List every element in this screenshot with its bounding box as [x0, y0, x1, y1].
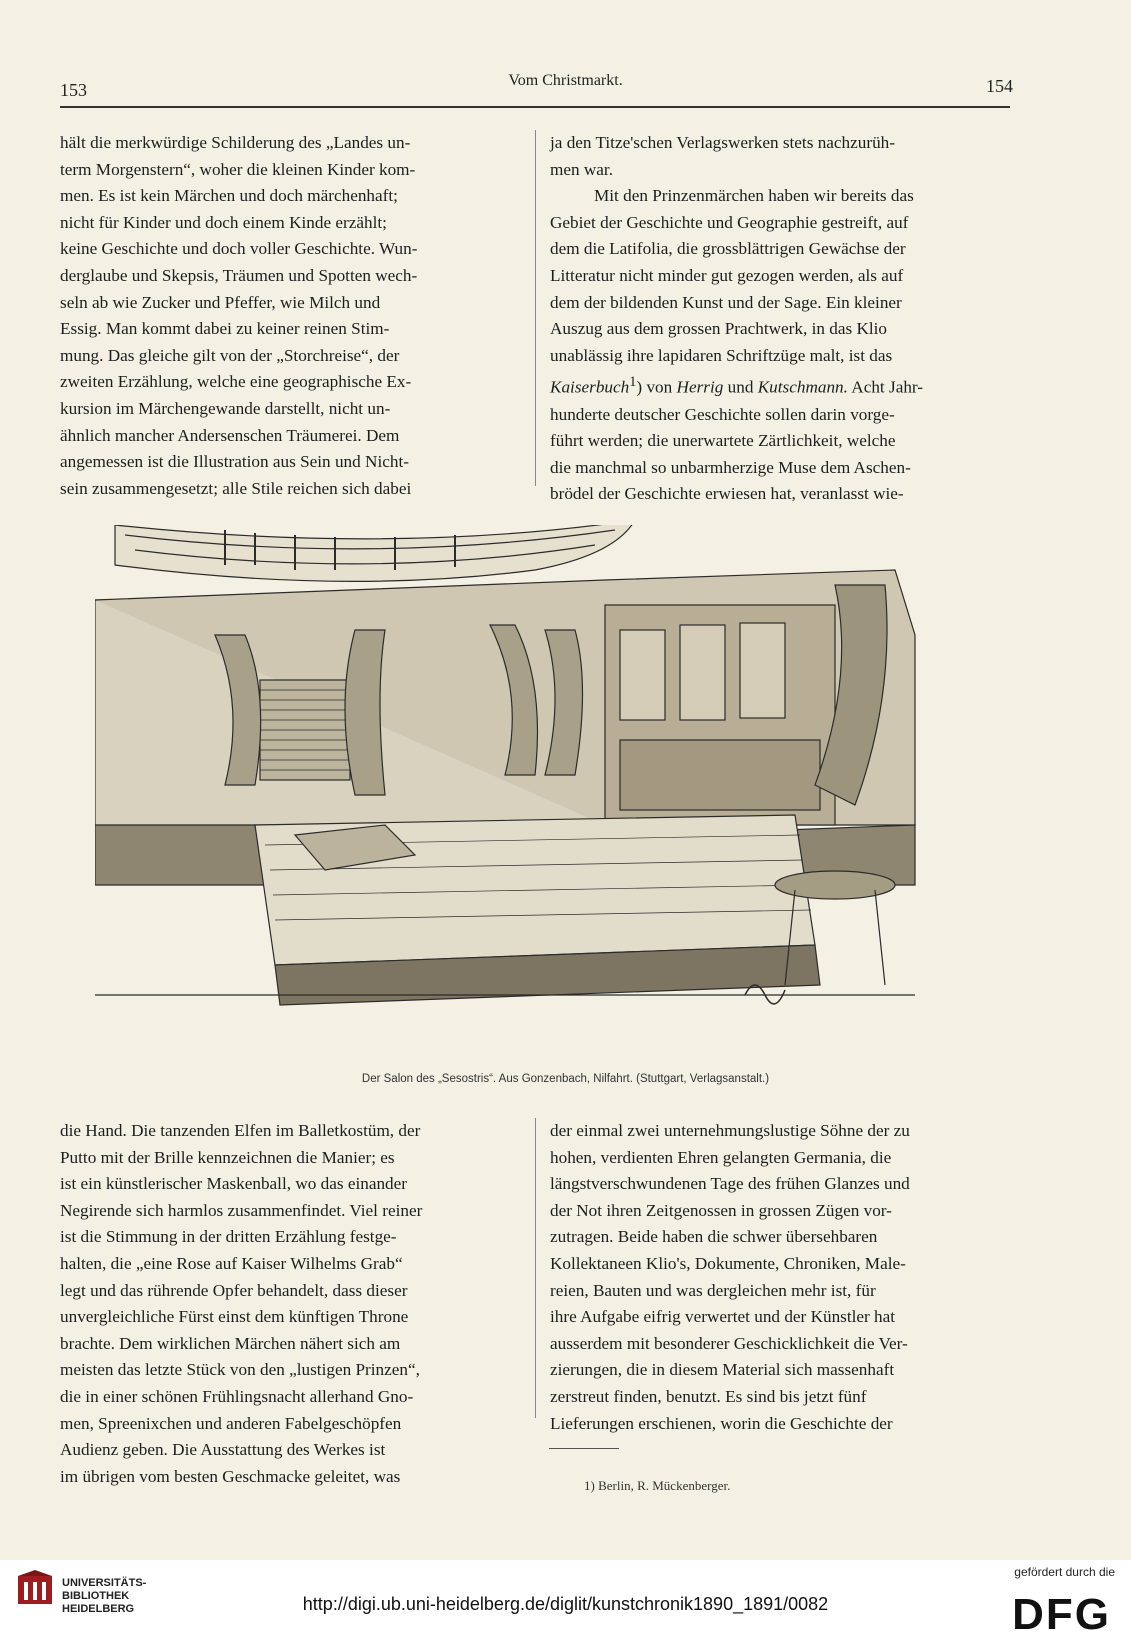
text-line: angemessen ist die Illustration aus Sein und Nicht- — [60, 452, 409, 472]
column-right-bottom — [550, 1118, 1010, 1437]
text-line: ja den Titze'schen Verlagswerken stets nachzurüh- — [550, 133, 895, 152]
text-line: dem der bildenden Kunst und der Sage. Ein kleiner — [550, 292, 902, 312]
book-title: Kaiserbuch — [550, 378, 630, 398]
author-name: Kutschmann. — [757, 378, 848, 398]
paragraph — [60, 130, 522, 502]
figure-caption: Der Salon des „Sesostris“. Aus Gonzenbach, Nilfahrt. (Stuttgart, Verlagsanstalt.) — [361, 1073, 770, 1085]
text-line: führt werden; die unerwartete Zärtlichkeit, welche — [550, 431, 896, 451]
paragraph: Mit den Prinzenmärchen haben wir bereits das Gebiet der Geschichte und Geographie gestreift, auf dem die Latifolia, die grossblättrigen Gewächse der Litteratur nicht minder gut gezogen werden, als auf dem der bildenden Kunst und der Sage. Ein kleiner Auszug aus dem grossen Prachtwerk, in das Klio unablässig ihre lapidaren Schriftzüge malt, ist das Kaiserbuch$^1$) von Herrig und Kutschmann. Acht Jahr- hunderte deutscher Geschichte sollen darin vorge- führt werden; die unerwartete Zärtlichkeit, welche die manchmal so unbarmherzige Muse dem Aschen- brödel der Geschichte erwiesen hat, veranlasst wie- — [550, 186, 924, 504]
page-number-right: 154 — [986, 76, 1013, 96]
dfg-logo: DFG — [1012, 1590, 1111, 1639]
text-line: brödel der Geschichte erwiesen hat, veranlasst wie- — [550, 484, 904, 504]
text-line: zerstreut finden, benutzt. Es sind bis jetzt fünf — [550, 1386, 867, 1406]
text-line: Mit den Prinzenmärchen haben wir bereits das — [594, 186, 914, 206]
text-line: reien, Bauten und was dergleichen mehr ist, für — [550, 1280, 876, 1300]
text-line: legt und das rührende Opfer behandelt, dass dieser — [60, 1280, 408, 1300]
text-line: men war. — [550, 159, 614, 179]
paragraph — [550, 1118, 1010, 1437]
text-line: unablässig ihre lapidaren Schriftzüge malt, ist das — [550, 345, 893, 365]
funding-label: gefördert durch die — [1014, 1565, 1115, 1579]
column-divider — [535, 130, 536, 486]
text-line: hohen, verdienten Ehren gelangten Germania, die — [550, 1147, 892, 1167]
author-name: Herrig — [676, 378, 724, 398]
text-line: brachte. Dem wirklichen Märchen nähert sich am — [60, 1333, 401, 1353]
text-line: men. Es ist kein Märchen und doch märchenhaft; — [60, 186, 398, 206]
header-rule — [60, 106, 1010, 108]
text-line: mung. Das gleiche gilt von der „Storchreise“, der — [60, 345, 400, 365]
footnote: 1) Berlin, R. Mückenberger. — [584, 1478, 731, 1493]
text-line: dem die Latifolia, die grossblättrigen Gewächse der — [550, 239, 906, 259]
university-library-name: UNIVERSITÄTS- BIBLIOTHEK HEIDELBERG — [62, 1577, 147, 1615]
salon-illustration — [95, 525, 1015, 1060]
text-line: ausserdem mit besonderer Geschicklichkeit die Ver- — [550, 1333, 908, 1353]
text-line: längstverschwundenen Tage des frühen Glanzes und — [550, 1174, 910, 1194]
text-line: Auszug aus dem grossen Prachtwerk, in das Klio — [550, 319, 888, 339]
text-line: der Not ihren Zeitgenossen in grossen Zügen vor- — [550, 1200, 892, 1220]
text-line: zutragen. Beide haben die schwer übersehbaren — [550, 1227, 878, 1247]
text-line: die Hand. Die tanzenden Elfen im Balletkostüm, der — [60, 1121, 421, 1140]
text-line: zierungen, die in diesem Material sich massenhaft — [550, 1360, 895, 1380]
text-line: term Morgenstern“, woher die kleinen Kinder kom- — [60, 159, 416, 179]
paragraph — [60, 1118, 522, 1490]
text-line: halten, die „eine Rose auf Kaiser Wilhelms Grab“ — [60, 1253, 403, 1273]
text-line: Lieferungen erschienen, worin die Geschichte der — [550, 1413, 893, 1433]
text-line: nicht für Kinder und doch einem Kinde erzählt; — [60, 212, 387, 232]
column-right-top — [550, 130, 1010, 508]
text-line: Negirende sich harmlos zusammenfindet. Viel reiner — [60, 1200, 423, 1220]
text-line: zweiten Erzählung, welche eine geographische Ex- — [60, 372, 412, 392]
text-line: hält die merkwürdige Schilderung des „Landes un- — [60, 133, 411, 152]
text-line: men, Spreenixchen und anderen Fabelgeschöpfen — [60, 1413, 402, 1433]
text-line: ihre Aufgabe eifrig verwertet und der Künstler hat — [550, 1307, 896, 1327]
text-line: Litteratur nicht minder gut gezogen werden, als auf — [550, 265, 904, 285]
text-line: Essig. Man kommt dabei zu keiner reinen Stim- — [60, 319, 390, 339]
text-line: ist ein künstlerischer Maskenball, wo das einander — [60, 1174, 407, 1194]
text-line: die manchmal so unbarmherzige Muse dem Aschen- — [550, 457, 911, 477]
footnote-rule — [549, 1448, 619, 1449]
text-line: seln ab wie Zucker und Pfeffer, wie Milch und — [60, 292, 381, 312]
text-line: derglaube und Skepsis, Träumen und Spotten wech- — [60, 265, 418, 285]
document-url[interactable]: http://digi.ub.uni-heidelberg.de/diglit/kunstchronik1890_1891/0082 — [302, 1594, 829, 1614]
text-line: unvergleichliche Fürst einst dem künftigen Throne — [60, 1307, 409, 1327]
text-line: ist die Stimmung in der dritten Erzählung festge- — [60, 1227, 397, 1247]
text-line: die in einer schönen Frühlingsnacht allerhand Gno- — [60, 1386, 414, 1406]
text-line: meisten das letzte Stück von den „lustigen Prinzen“, — [60, 1360, 420, 1380]
text-line: kursion im Märchengewande darstellt, nicht un- — [60, 398, 391, 418]
text-line: Kollektaneen Klio's, Dokumente, Chroniken, Male- — [550, 1253, 906, 1273]
paragraph — [550, 130, 1010, 183]
text-line: Audienz geben. Die Ausstattung des Werkes ist — [60, 1440, 386, 1460]
running-title: Vom Christmarkt. — [508, 72, 623, 89]
column-divider — [535, 1118, 536, 1418]
text-line: Gebiet der Geschichte und Geographie gestreift, auf — [550, 212, 909, 232]
page-number-left: 153 — [60, 80, 87, 100]
text-line: Putto mit der Brille kennzeichnen die Manier; es — [60, 1147, 395, 1167]
text-line: im übrigen vom besten Geschmacke geleitet, was — [60, 1466, 401, 1486]
text-line: ähnlich mancher Andersenschen Träumerei. Dem — [60, 425, 400, 445]
text-line: sein zusammengesetzt; alle Stile reichen sich dabei — [60, 478, 412, 498]
column-left-bottom — [60, 1118, 522, 1490]
text-line: der einmal zwei unternehmungslustige Söhne der zu — [550, 1121, 910, 1140]
footnote-ref: 1 — [629, 374, 637, 391]
text-line: keine Geschichte und doch voller Geschichte. Wun- — [60, 239, 418, 259]
text-line: hunderte deutscher Geschichte sollen darin vorge- — [550, 404, 895, 424]
column-left-top — [60, 130, 522, 502]
